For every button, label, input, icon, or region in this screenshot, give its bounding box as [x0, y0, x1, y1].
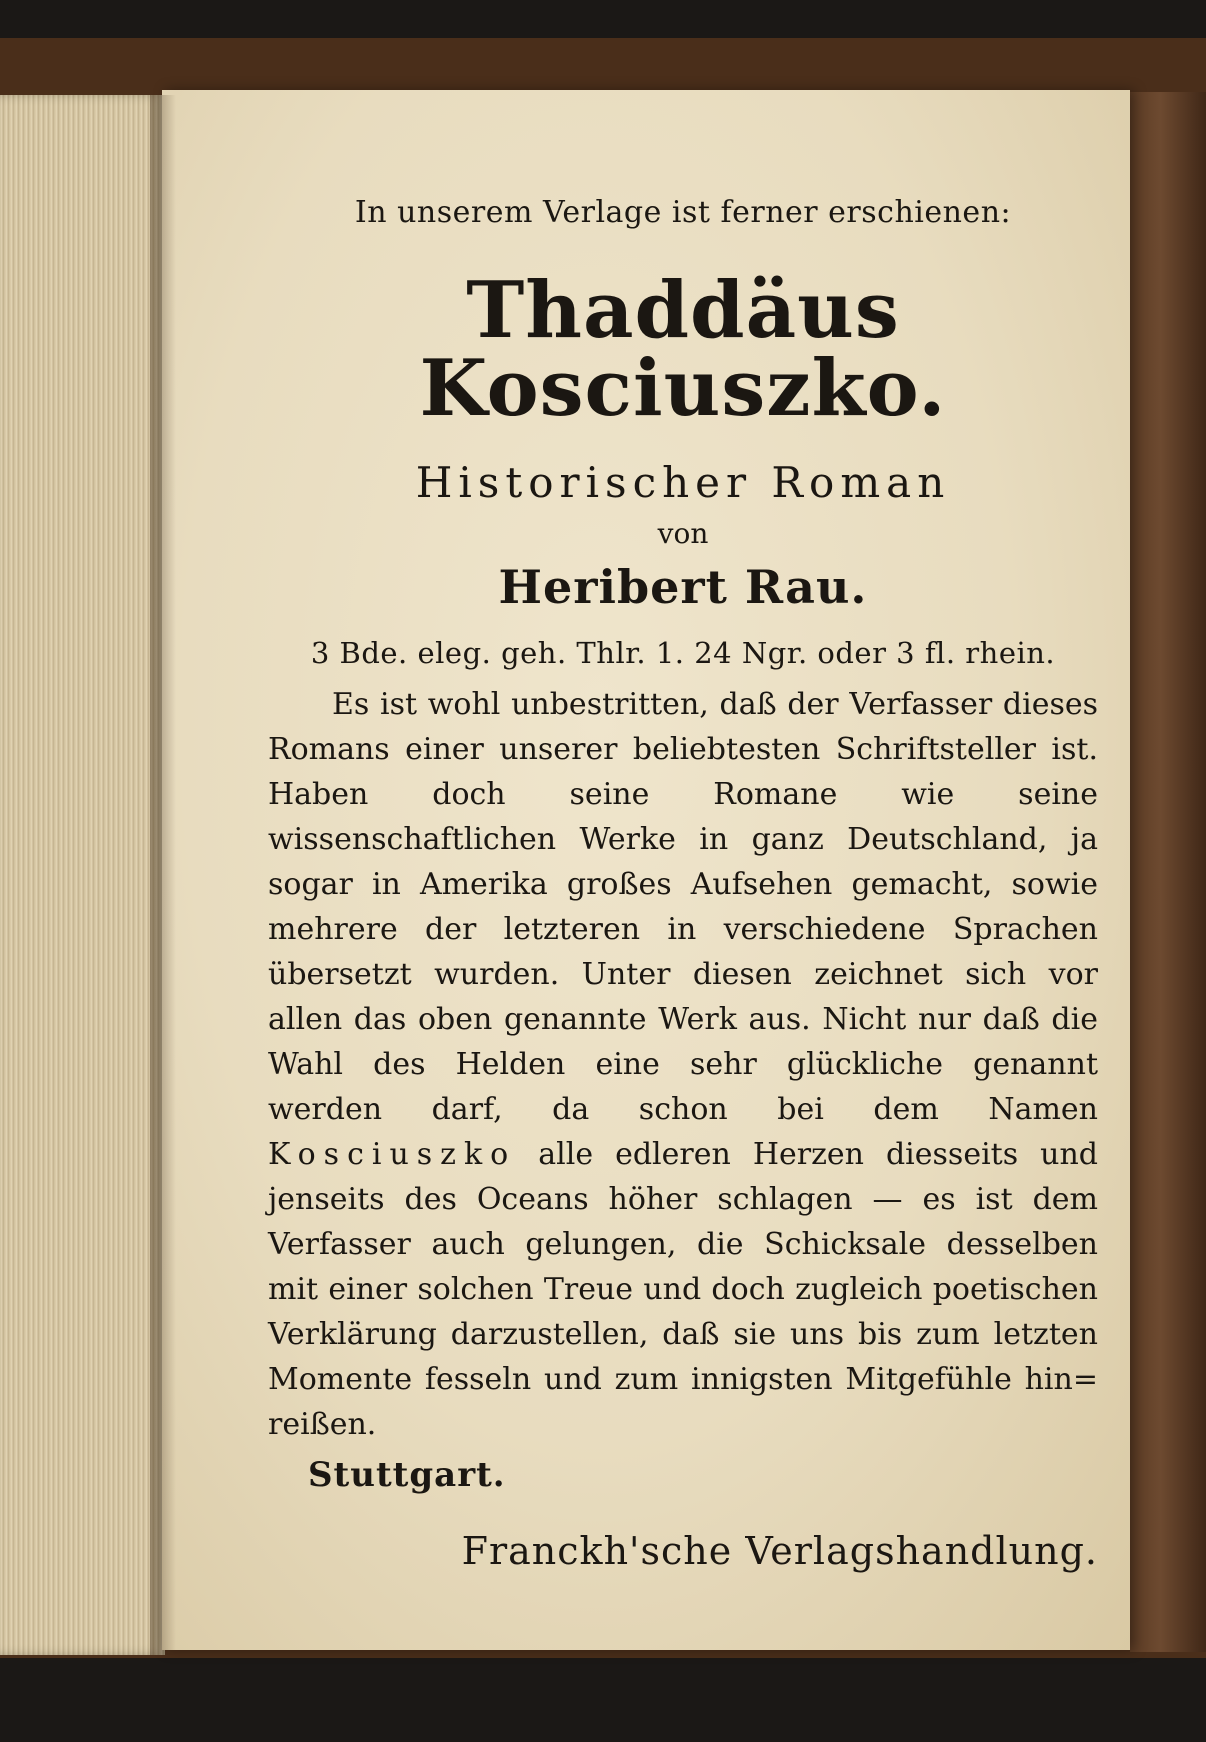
description-part-2: alle edleren Herzen diesseits und jenseits des Oceans höher schlagen — es ist dem Verfasser auch gelungen, die Schicksale desselben mit einer solchen Treue und doch zugleich poetischen Verklärung darzustellen, daß sie uns bis zum letzten Momente fesseln und zum innigsten Mitgefühle hin= reißen. [268, 1137, 1098, 1442]
description-name: Kosciuszko [268, 1137, 517, 1172]
description-part-1: Es ist wohl unbestritten, daß der Verfasser dieses Romans einer unserer beliebtesten Schriftsteller ist. Haben doch seine Romane wie seine wissenschaftlichen Werke in ganz Deutschland, ja sogar in Amerika großes Aufsehen gemacht, sowie mehrere der letzteren in verschiedene Sprachen übersetzt wurden. Unter diesen zeichnet sich vor allen das oben genannte Werk aus. Nicht nur daß die Wahl des Helden eine sehr glückliche genannt werden darf, da schon bei dem Namen [268, 687, 1098, 1127]
page-edges [0, 95, 165, 1655]
book-right-edge [1130, 92, 1206, 1652]
description-paragraph [268, 682, 1098, 1447]
book-title: Thaddäus Kosciuszko. [419, 265, 947, 434]
advertisement-content [268, 195, 1098, 1573]
price-line: 3 Bde. eleg. geh. Thlr. 1. 24 Ngr. oder 3 fl. rhein. [310, 636, 1056, 670]
publisher-name: Franckh'sche Verlagshandlung. [461, 1529, 1098, 1573]
publisher-city: Stuttgart. [308, 1455, 506, 1495]
spine-shadow [150, 95, 176, 1655]
intro-line: In unserem Verlage ist ferner erschienen: [354, 195, 1012, 230]
book-subtitle: Historischer Roman [415, 458, 951, 507]
author-name: Heribert Rau. [498, 560, 868, 614]
by-line: von [657, 517, 709, 550]
